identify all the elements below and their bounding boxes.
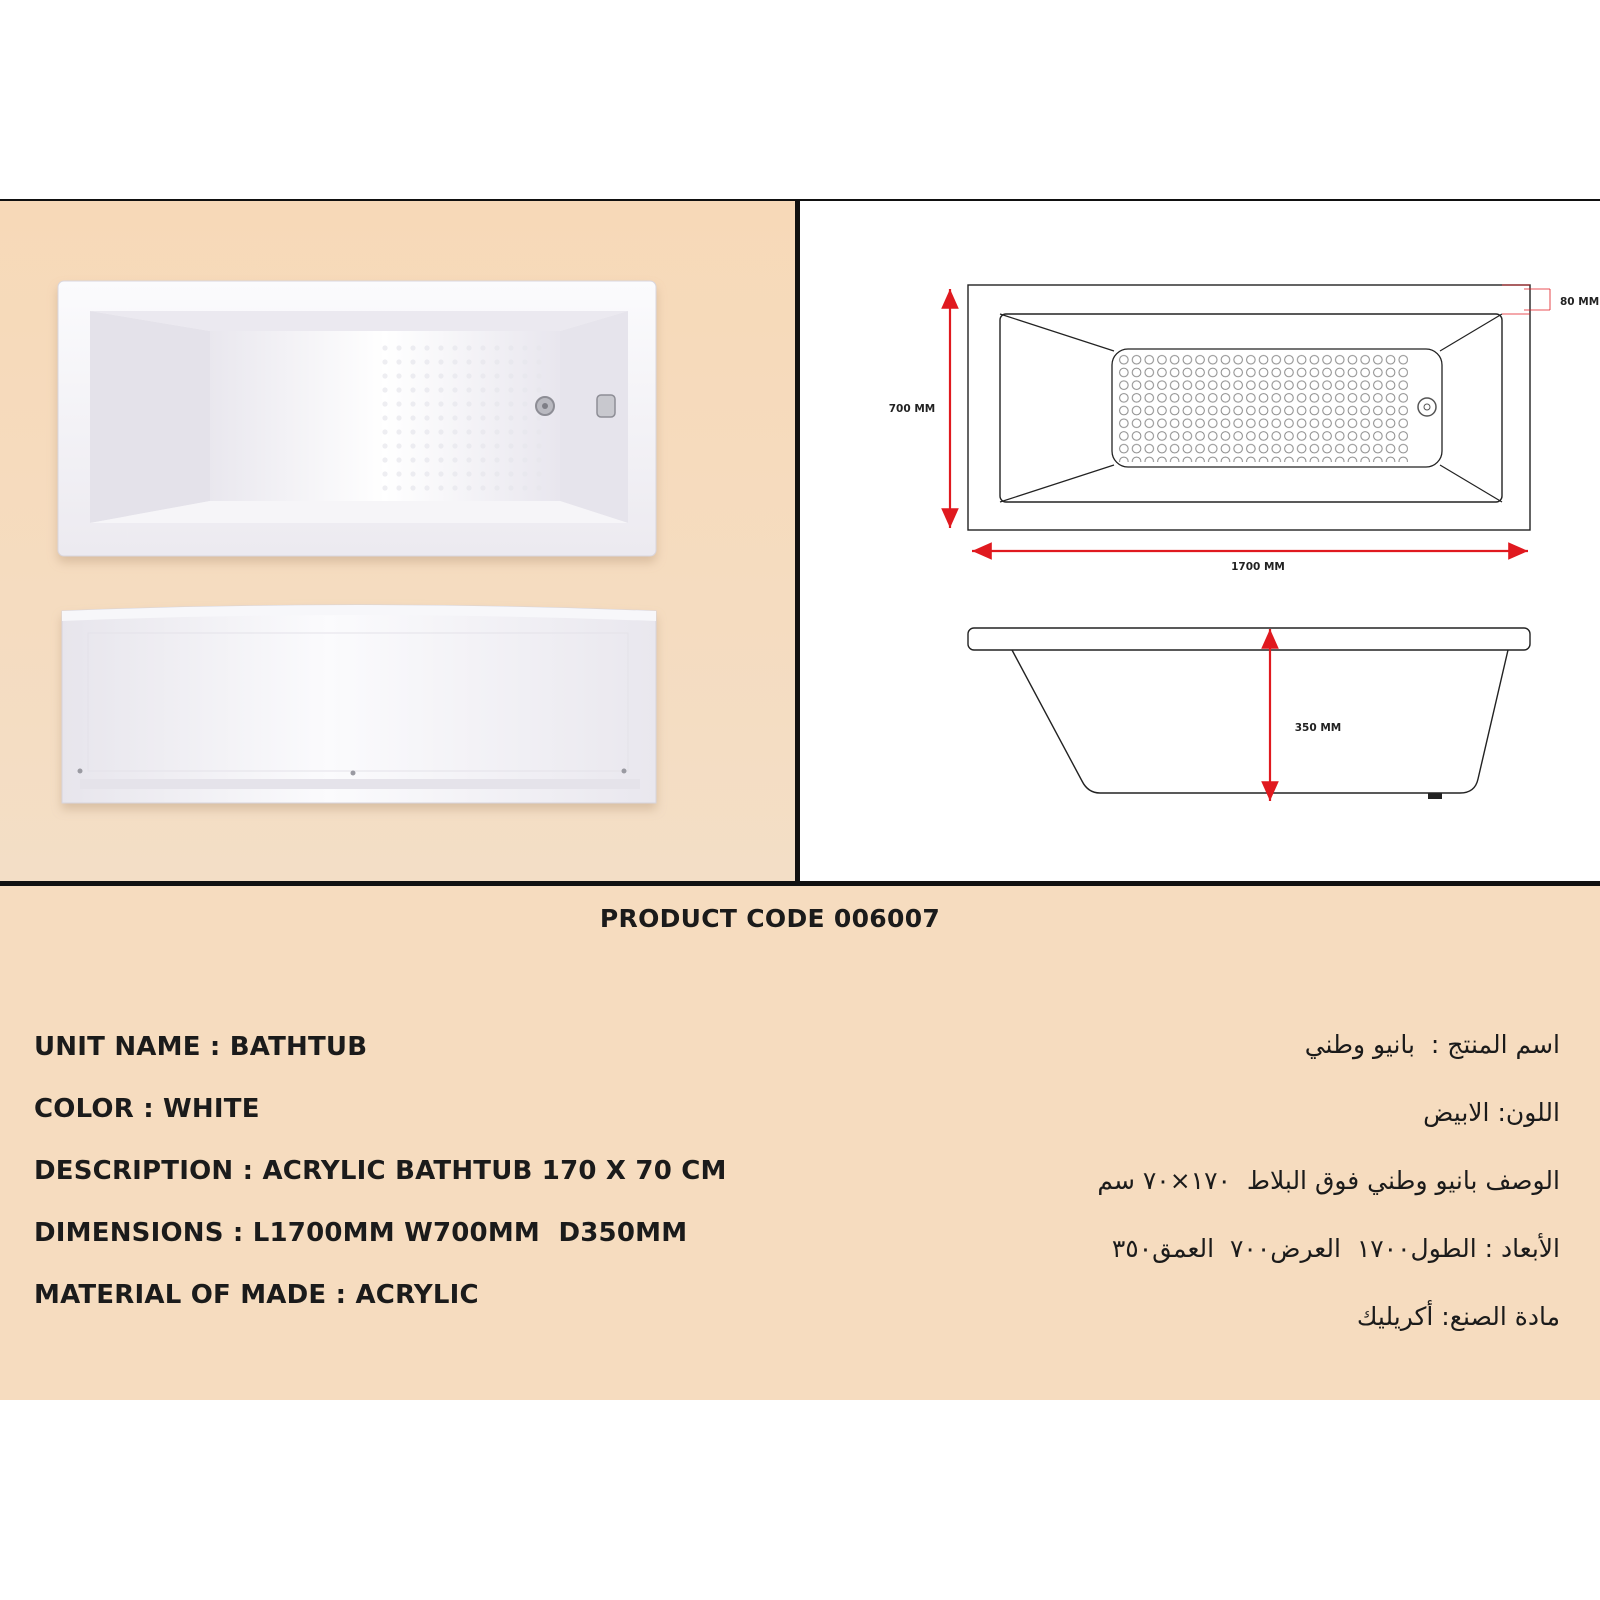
spec-description-en: DESCRIPTION : ACRYLIC BATHTUB 170 X 70 CM xyxy=(34,1156,727,1186)
length-label: 1700 MM xyxy=(1231,561,1285,573)
spec-dimensions-en: DIMENSIONS : L1700MM W700MM D350MM xyxy=(34,1218,688,1248)
spec-material-en: MATERIAL OF MADE : ACRYLIC xyxy=(34,1280,479,1310)
product-code: PRODUCT CODE 006007 xyxy=(599,904,941,933)
spec-dimensions-ar: الأبعاد : الطول١٧٠٠ العرض٧٠٠ العمق٣٥٠ xyxy=(1111,1234,1560,1263)
bathtub-top-view-photo xyxy=(58,281,656,556)
spec-color-ar: اللون: الابيض xyxy=(1423,1098,1560,1127)
spec-description-ar: الوصف بانيو وطني فوق البلاط ١٧٠×٧٠ سم xyxy=(1097,1166,1560,1195)
rim-dimension xyxy=(1502,285,1550,314)
technical-drawing-panel xyxy=(800,201,1600,881)
photo-panel xyxy=(0,201,795,881)
spec-unit-name-en: UNIT NAME : BATHTUB xyxy=(34,1032,368,1062)
spec-color-en: COLOR : WHITE xyxy=(34,1094,260,1124)
bathtub-front-panel-photo xyxy=(62,605,656,803)
technical-drawing xyxy=(800,201,1600,881)
bathtub-photos xyxy=(0,201,795,881)
spec-material-ar: مادة الصنع: أكريليك xyxy=(1356,1302,1560,1331)
width-label: 700 MM xyxy=(888,403,936,415)
depth-label: 350 MM xyxy=(1294,722,1342,734)
plan-view xyxy=(968,285,1530,530)
side-view xyxy=(968,628,1530,799)
spec-unit-name-ar: اسم المنتج : بانيو وطني xyxy=(1304,1030,1560,1059)
rim-label: 80 MM xyxy=(1560,296,1600,308)
